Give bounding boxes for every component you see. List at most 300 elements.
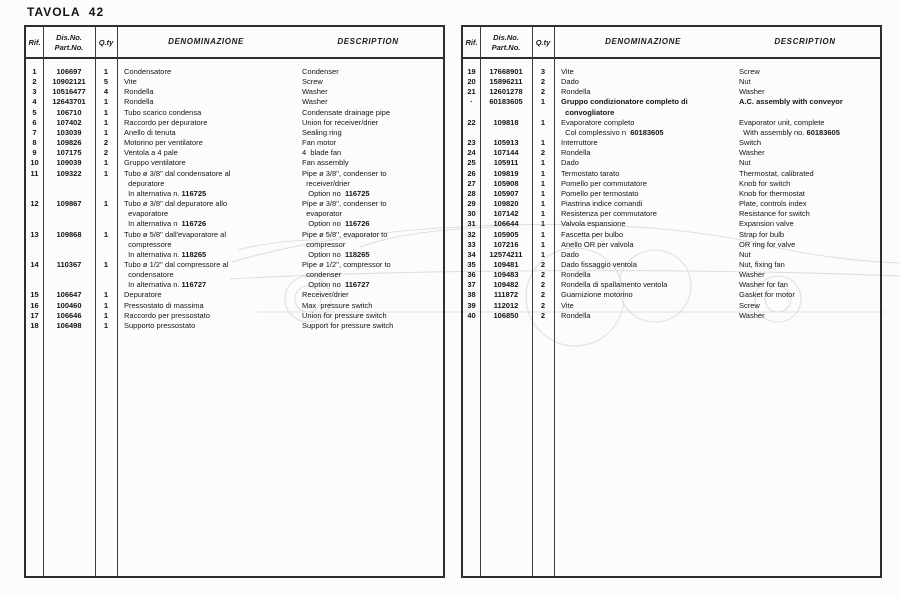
cell-partno bbox=[43, 128, 95, 138]
text-line bbox=[26, 158, 43, 168]
text: Washer bbox=[302, 87, 328, 97]
text-line bbox=[43, 290, 95, 300]
cell-body bbox=[117, 108, 443, 118]
text-line bbox=[480, 148, 532, 158]
table-row bbox=[463, 311, 880, 321]
text-line bbox=[561, 148, 738, 158]
text-line bbox=[463, 118, 480, 128]
text-line bbox=[302, 321, 443, 331]
text: 1 bbox=[103, 158, 109, 168]
text-line bbox=[26, 260, 43, 270]
cell-qty bbox=[532, 270, 554, 280]
text: 2 bbox=[103, 138, 109, 148]
col-header-partno bbox=[480, 33, 532, 52]
text: In alternativa n. bbox=[124, 280, 182, 290]
text-line bbox=[739, 77, 880, 87]
text-line bbox=[739, 270, 880, 280]
cell-body bbox=[117, 158, 443, 168]
text: 2 bbox=[540, 280, 546, 290]
text: Col complessivo n bbox=[561, 127, 631, 137]
cell-body bbox=[117, 260, 443, 290]
cell-partno bbox=[43, 67, 95, 77]
text-line bbox=[739, 189, 880, 199]
text-line bbox=[532, 311, 554, 321]
text-line bbox=[43, 87, 95, 97]
cell-description bbox=[738, 240, 880, 250]
text-line bbox=[739, 260, 880, 270]
col-header-disno-line1: Dis.No. bbox=[493, 33, 519, 42]
cell-denominazione bbox=[554, 199, 738, 209]
text: 100460 bbox=[56, 300, 82, 310]
text: 36 bbox=[467, 270, 476, 280]
table-row bbox=[26, 67, 443, 77]
text: 1 bbox=[103, 199, 109, 209]
text-line bbox=[561, 240, 738, 250]
cell-rif bbox=[463, 77, 480, 87]
text: 7 bbox=[32, 127, 37, 137]
text: 35 bbox=[467, 259, 476, 269]
text-line bbox=[463, 169, 480, 179]
text: 21 bbox=[467, 87, 476, 97]
cell-description bbox=[301, 138, 443, 148]
text: 105908 bbox=[493, 178, 519, 188]
text: Resistance for switch bbox=[739, 209, 810, 219]
text: Gasket for motor bbox=[739, 290, 795, 300]
text-line bbox=[532, 250, 554, 260]
cell-denominazione bbox=[554, 189, 738, 199]
text: 109481 bbox=[493, 259, 519, 269]
text: 1 bbox=[103, 229, 109, 239]
text-line bbox=[124, 138, 301, 148]
text: 1 bbox=[103, 290, 109, 300]
text: 1 bbox=[540, 229, 546, 239]
text-line bbox=[532, 179, 554, 189]
text-line bbox=[302, 138, 443, 148]
cell-description bbox=[301, 260, 443, 290]
text-line bbox=[43, 67, 95, 77]
text-line bbox=[739, 209, 880, 219]
cell-rif bbox=[26, 311, 43, 321]
text: Support for pressure switch bbox=[302, 320, 394, 330]
cell-description bbox=[301, 108, 443, 118]
text: Ventola a 4 pale bbox=[124, 148, 178, 158]
text-line bbox=[463, 67, 480, 77]
text: 1 bbox=[103, 310, 109, 320]
cell-qty bbox=[95, 148, 117, 158]
text: Tubo ø 3/8'' dal condensatore al bbox=[124, 168, 231, 178]
cell-description bbox=[738, 148, 880, 158]
cell-rif bbox=[26, 97, 43, 107]
cell-partno bbox=[480, 280, 532, 290]
text: Rondella bbox=[124, 87, 154, 97]
cell-partno bbox=[480, 118, 532, 128]
cell-denominazione bbox=[554, 169, 738, 179]
text: 2 bbox=[540, 270, 546, 280]
cell-qty bbox=[95, 128, 117, 138]
cell-body bbox=[554, 199, 880, 209]
col-header-partno bbox=[43, 33, 95, 52]
text-line bbox=[463, 311, 480, 321]
table-row bbox=[463, 250, 880, 260]
text: 106697 bbox=[56, 67, 82, 76]
cell-partno bbox=[480, 169, 532, 179]
text-line bbox=[95, 87, 117, 97]
text-line bbox=[532, 158, 554, 168]
col-header-rif: Rif. bbox=[28, 38, 41, 47]
text-line bbox=[532, 219, 554, 229]
table-row bbox=[463, 77, 880, 87]
cell-partno bbox=[480, 158, 532, 168]
text-line bbox=[739, 219, 880, 229]
cell-rif bbox=[26, 148, 43, 158]
cell-description bbox=[301, 87, 443, 97]
text: 1 bbox=[540, 239, 546, 249]
text-line bbox=[302, 270, 443, 280]
text-line bbox=[480, 209, 532, 219]
text-line bbox=[124, 260, 301, 270]
text: Anello di tenuta bbox=[124, 127, 176, 137]
text: 107216 bbox=[493, 239, 519, 249]
text-line bbox=[739, 128, 880, 138]
cell-partno bbox=[43, 97, 95, 107]
cell-body bbox=[554, 179, 880, 189]
text: Screw bbox=[739, 300, 760, 310]
cell-partno bbox=[480, 290, 532, 300]
cell-description bbox=[301, 118, 443, 128]
text-line bbox=[95, 148, 117, 158]
text: Dado bbox=[561, 158, 579, 168]
text-line bbox=[532, 301, 554, 311]
col-header-disno-line2: Part.No. bbox=[54, 42, 84, 52]
table-row bbox=[26, 97, 443, 107]
cell-qty bbox=[95, 138, 117, 148]
cell-qty bbox=[532, 209, 554, 219]
cell-qty bbox=[532, 118, 554, 128]
text-line bbox=[532, 169, 554, 179]
text-line bbox=[561, 199, 738, 209]
cell-denominazione bbox=[117, 67, 301, 77]
text-line bbox=[302, 260, 443, 270]
text-line bbox=[561, 209, 738, 219]
cell-denominazione bbox=[117, 290, 301, 300]
text-line bbox=[739, 290, 880, 300]
cell-partno bbox=[43, 199, 95, 209]
cell-denominazione bbox=[554, 230, 738, 240]
cell-denominazione bbox=[117, 321, 301, 331]
text: 39 bbox=[467, 300, 476, 310]
text-line bbox=[532, 209, 554, 219]
text-line bbox=[561, 67, 738, 77]
text: Vite bbox=[561, 67, 574, 76]
cell-denominazione bbox=[117, 77, 301, 87]
cell-rif bbox=[463, 280, 480, 290]
text-line bbox=[302, 179, 443, 189]
text-line bbox=[302, 189, 443, 199]
text-line bbox=[480, 87, 532, 97]
cell-partno bbox=[43, 301, 95, 311]
cell-description bbox=[301, 97, 443, 107]
cell-partno bbox=[480, 97, 532, 107]
cell-rif bbox=[463, 118, 480, 128]
cell-partno bbox=[480, 179, 532, 189]
col-header-description: DESCRIPTION bbox=[337, 37, 399, 46]
text-line bbox=[532, 290, 554, 300]
text-line bbox=[561, 189, 738, 199]
text: 19 bbox=[467, 67, 476, 76]
text-line bbox=[26, 87, 43, 97]
cell-body bbox=[554, 77, 880, 87]
cell-rif bbox=[26, 158, 43, 168]
text: Receiver/drier bbox=[302, 290, 349, 300]
cell-rif bbox=[463, 230, 480, 240]
text-line bbox=[26, 118, 43, 128]
cell-denominazione bbox=[117, 108, 301, 118]
text-line bbox=[124, 169, 301, 179]
text-line bbox=[561, 230, 738, 240]
text-line bbox=[561, 219, 738, 229]
cell-qty bbox=[532, 77, 554, 87]
text: Supporto pressostato bbox=[124, 320, 196, 330]
text-line bbox=[124, 189, 301, 199]
cell-rif bbox=[463, 189, 480, 199]
text-line bbox=[124, 270, 301, 280]
text: 23 bbox=[467, 138, 476, 148]
bold-text: 116727 bbox=[344, 280, 370, 290]
col-header-qty: Q.ty bbox=[535, 38, 551, 47]
table-row bbox=[463, 290, 880, 300]
text-line bbox=[739, 301, 880, 311]
text-line bbox=[561, 118, 738, 128]
text: Piastrina indice comandi bbox=[561, 199, 643, 209]
cell-rif bbox=[463, 301, 480, 311]
text-line bbox=[561, 270, 738, 280]
text: 2 bbox=[540, 259, 546, 269]
text: 1 bbox=[103, 259, 109, 269]
cell-partno bbox=[43, 108, 95, 118]
cell-qty bbox=[95, 158, 117, 168]
text-line bbox=[532, 270, 554, 280]
text: Option no bbox=[302, 249, 345, 259]
cell-denominazione bbox=[554, 67, 738, 77]
text-line bbox=[739, 179, 880, 189]
cell-body bbox=[554, 260, 880, 270]
text: 107142 bbox=[493, 209, 519, 219]
text: Tubo ø 3/8'' dal depuratore allo bbox=[124, 199, 228, 209]
table-row bbox=[463, 219, 880, 229]
text: Valvola espansione bbox=[561, 219, 626, 229]
cell-qty bbox=[532, 97, 554, 107]
table-row bbox=[26, 301, 443, 311]
col-header-disno-line1: Dis.No. bbox=[56, 33, 82, 42]
table-row bbox=[463, 280, 880, 290]
text: Condenser bbox=[302, 67, 339, 76]
text: Vite bbox=[124, 77, 137, 87]
cell-partno bbox=[480, 301, 532, 311]
text: 106644 bbox=[493, 219, 519, 229]
text-line bbox=[463, 280, 480, 290]
table-row bbox=[26, 118, 443, 128]
text-line bbox=[95, 290, 117, 300]
text: 12643701 bbox=[52, 97, 86, 107]
text: Tubo ø 1/2'' dal compressore al bbox=[124, 259, 229, 269]
cell-rif bbox=[26, 199, 43, 209]
text-line bbox=[124, 240, 301, 250]
text: 106646 bbox=[56, 310, 82, 320]
cell-body bbox=[554, 280, 880, 290]
text: · bbox=[470, 97, 473, 107]
cell-description bbox=[738, 219, 880, 229]
text-line bbox=[95, 97, 117, 107]
cell-rif bbox=[463, 250, 480, 260]
text-line bbox=[43, 97, 95, 107]
text-line bbox=[124, 250, 301, 260]
text-line bbox=[463, 158, 480, 168]
text: 60183605 bbox=[489, 97, 523, 107]
table-header bbox=[463, 27, 880, 59]
table-row bbox=[463, 270, 880, 280]
text-line bbox=[95, 230, 117, 240]
text: Rondella bbox=[561, 270, 591, 280]
text-line bbox=[463, 199, 480, 209]
cell-description bbox=[301, 67, 443, 77]
text: In alternativa n. bbox=[124, 188, 182, 198]
text-line bbox=[302, 128, 443, 138]
text: Rondella bbox=[124, 97, 154, 107]
cell-rif bbox=[463, 219, 480, 229]
cell-body bbox=[554, 219, 880, 229]
text-line bbox=[532, 138, 554, 148]
text-line bbox=[532, 67, 554, 77]
text-line bbox=[480, 97, 532, 107]
text: compressore bbox=[124, 239, 172, 249]
text: In alternativa n. bbox=[124, 249, 182, 259]
cell-description bbox=[738, 311, 880, 321]
text-line bbox=[463, 148, 480, 158]
text-line bbox=[95, 67, 117, 77]
cell-denominazione bbox=[117, 118, 301, 128]
cell-rif bbox=[26, 67, 43, 77]
text: Anello OR per valvola bbox=[561, 239, 634, 249]
cell-description bbox=[301, 230, 443, 260]
text: Resistenza per commutatore bbox=[561, 209, 657, 219]
cell-qty bbox=[95, 260, 117, 270]
text-line bbox=[463, 301, 480, 311]
text-line bbox=[124, 199, 301, 209]
text-line bbox=[26, 77, 43, 87]
cell-denominazione bbox=[554, 311, 738, 321]
cell-rif bbox=[26, 87, 43, 97]
text-line bbox=[43, 301, 95, 311]
text: 4 bbox=[103, 87, 109, 97]
cell-partno bbox=[480, 199, 532, 209]
text: 38 bbox=[467, 290, 476, 300]
cell-denominazione bbox=[554, 138, 738, 148]
cell-rif bbox=[463, 148, 480, 158]
text-line bbox=[463, 219, 480, 229]
text-line bbox=[480, 290, 532, 300]
text: Dado fissaggio ventola bbox=[561, 259, 637, 269]
text-line bbox=[532, 87, 554, 97]
cell-body bbox=[117, 230, 443, 260]
text-line bbox=[532, 77, 554, 87]
table-row bbox=[26, 158, 443, 168]
cell-description bbox=[738, 230, 880, 240]
text: Option no bbox=[302, 219, 345, 229]
text-line bbox=[463, 97, 480, 107]
cell-rif bbox=[26, 118, 43, 128]
text: Plate, controls index bbox=[739, 199, 807, 209]
cell-partno bbox=[480, 67, 532, 77]
text-line bbox=[302, 280, 443, 290]
text-line bbox=[463, 230, 480, 240]
text: Depuratore bbox=[124, 290, 162, 300]
cell-body bbox=[117, 311, 443, 321]
text-line bbox=[561, 128, 738, 138]
cell-description bbox=[301, 77, 443, 87]
text-line bbox=[302, 240, 443, 250]
cell-denominazione bbox=[554, 301, 738, 311]
text: With assembly no. bbox=[739, 127, 807, 137]
text: 26 bbox=[467, 168, 476, 178]
text: Option no bbox=[302, 188, 345, 198]
cell-partno bbox=[43, 148, 95, 158]
col-header-denominazione: DENOMINAZIONE bbox=[605, 37, 681, 46]
text: Nut, fixing fan bbox=[739, 259, 785, 269]
text-line bbox=[480, 77, 532, 87]
text: 1 bbox=[540, 138, 546, 148]
text-line bbox=[739, 138, 880, 148]
text: Rondella bbox=[561, 310, 591, 320]
text-line bbox=[43, 321, 95, 331]
text: 2 bbox=[540, 290, 546, 300]
text: 2 bbox=[540, 77, 546, 87]
text: Rondella bbox=[561, 148, 591, 158]
cell-denominazione bbox=[554, 209, 738, 219]
cell-body bbox=[554, 311, 880, 321]
text: Raccordo per pressostato bbox=[124, 310, 210, 320]
text: 9 bbox=[32, 148, 37, 158]
text: 1 bbox=[103, 67, 109, 76]
text-line bbox=[124, 209, 301, 219]
cell-denominazione bbox=[554, 280, 738, 290]
text: 10902121 bbox=[52, 77, 86, 87]
cell-description bbox=[301, 199, 443, 229]
cell-description bbox=[738, 301, 880, 311]
text-line bbox=[124, 118, 301, 128]
text: Fan assembly bbox=[302, 158, 349, 168]
table-row bbox=[26, 199, 443, 229]
cell-qty bbox=[532, 67, 554, 77]
text-line bbox=[95, 311, 117, 321]
text-line bbox=[43, 148, 95, 158]
text: Pomello per commutatore bbox=[561, 178, 647, 188]
text-line bbox=[561, 280, 738, 290]
cell-description bbox=[738, 209, 880, 219]
text: Interruttore bbox=[561, 138, 598, 148]
text: 10516477 bbox=[52, 87, 86, 97]
text: 2 bbox=[540, 148, 546, 158]
text: 12574211 bbox=[489, 249, 523, 259]
text-line bbox=[26, 290, 43, 300]
text: 105907 bbox=[493, 188, 519, 198]
cell-rif bbox=[26, 290, 43, 300]
text-line bbox=[302, 209, 443, 219]
cell-partno bbox=[43, 230, 95, 240]
cell-description bbox=[301, 128, 443, 138]
text: 29 bbox=[467, 199, 476, 209]
text: Evaporator unit, complete bbox=[739, 117, 825, 127]
text: 15896211 bbox=[489, 77, 523, 87]
